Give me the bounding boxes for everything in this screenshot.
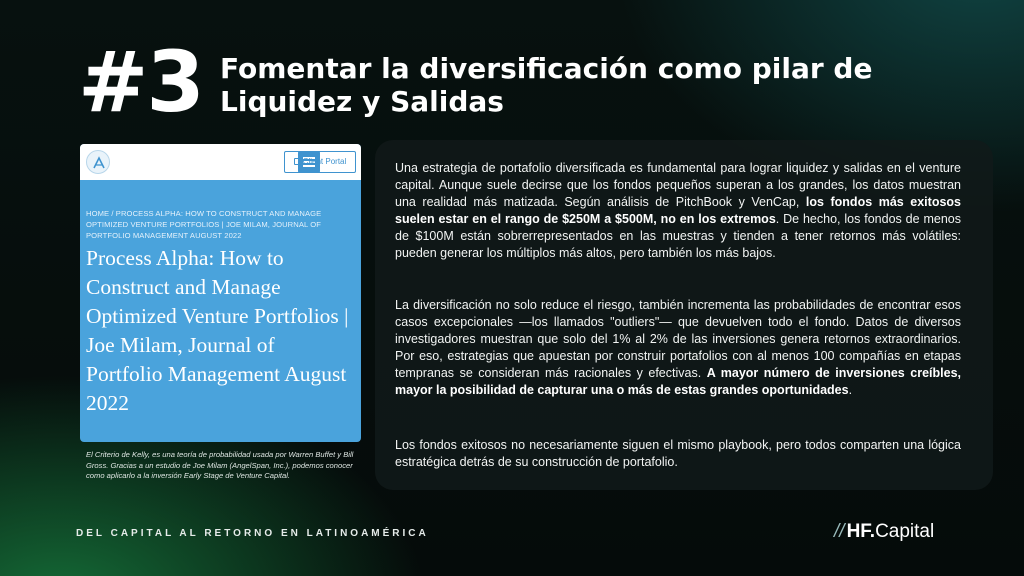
- brand-slashes: //: [834, 521, 845, 542]
- paragraph-2-bold: A mayor número de inversiones creíbles, mayor la posibilidad de capturar una o más de estas grandes oportunidades: [395, 366, 961, 397]
- paragraph-1-text-a: Una estrategia de portafolio diversificada es fundamental para lograr liquidez y salidas en el venture capital. Aunque suele decirse que los fondos pequeños superan a los grandes, los datos muestran una realidad más matizada. Según análisis de PitchBook y VenCap,: [395, 161, 961, 209]
- paragraph-2-text-a: La diversificación no solo reduce el riesgo, también incrementa las probabilidades de encontrar esos casos excepcionales —los llamados "outliers"— que devuelven todo el fondo. Datos de diversos investigadores muestran que solo del 1% al 2% de las inversiones genera retornos extraordinarios. Por eso, estrategias que apuestan por construir portafolios con al menos 100 compañías en etapas tempranas se consideran más racionales y efectivas.: [395, 298, 961, 380]
- brand-capital: Capital: [875, 521, 935, 542]
- brand-hf: HF.: [846, 521, 876, 542]
- paragraph-2-text-b: .: [848, 383, 853, 397]
- card-caption: El Criterio de Kelly, es una teoría de probabilidad usada por Warren Buffet y Bill Gross. Gracias a un estudio de Joe Milam (AngelSpan, Inc.), podemos conocer como aplicarlo a la inversión Early Stage de Venture Capital.: [86, 450, 354, 481]
- slide-title: Fomentar la diversificación como pilar de Liquidez y Salidas: [220, 52, 873, 118]
- paragraph-1-text-b: . De hecho, los fondos de menos de $100M están sobrerrepresentados en las muestras y tienden a tener retornos más volátiles: pueden generar los múltiplos más altos, pero también los más bajos.: [395, 212, 961, 260]
- paragraph-1: [395, 160, 961, 262]
- client-portal-label: Client Portal: [302, 157, 347, 166]
- paragraph-1-bold: los fondos más exitosos suelen estar en el rango de $250M a $500M, no en los extremos: [395, 195, 961, 226]
- client-portal-button[interactable]: [284, 151, 356, 173]
- paragraph-2: [395, 297, 961, 399]
- footer-tagline: DEL CAPITAL AL RETORNO EN LATINOAMÉRICA: [76, 528, 429, 539]
- slide-number: #3: [78, 33, 203, 131]
- breadcrumb: HOME / PROCESS ALPHA: HOW TO CONSTRUCT AND MANAGE OPTIMIZED VENTURE PORTFOLIOS | JOE MILAM, JOURNAL OF PORTFOLIO MANAGEMENT AUGUST 2022: [86, 209, 322, 240]
- site-header: [80, 144, 361, 180]
- article-title: Process Alpha: How to Construct and Manage Optimized Venture Portfolios | Joe Milam, Journal of Portfolio Management August 2022: [86, 246, 349, 415]
- user-icon: [294, 158, 301, 165]
- paragraph-3: Los fondos exitosos no necesariamente siguen el mismo playbook, pero todos comparten una lógica estratégica detrás de su construcción de portafolio.: [395, 438, 961, 469]
- article-screenshot-card: [80, 144, 361, 442]
- alpha-logo-icon[interactable]: [86, 150, 110, 174]
- brand-logo: [834, 521, 934, 543]
